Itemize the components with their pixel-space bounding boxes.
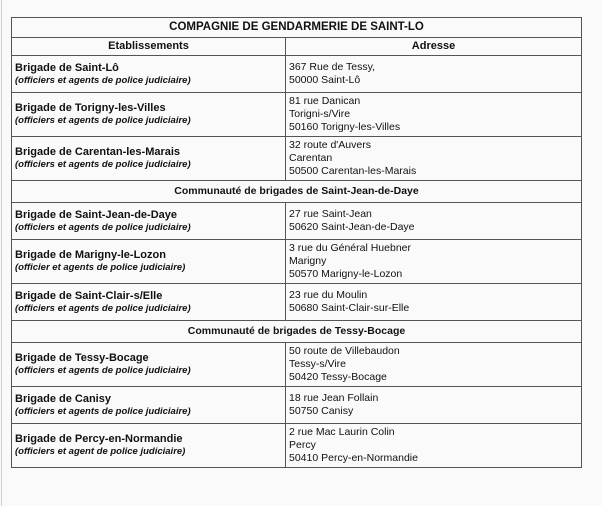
address-cell xyxy=(286,387,582,424)
table-row xyxy=(12,93,582,137)
brigade-name: Brigade de Canisy xyxy=(15,392,111,405)
address-cell xyxy=(286,56,582,93)
establishment-cell xyxy=(12,56,286,93)
establishment-cell xyxy=(12,203,286,240)
table-row xyxy=(12,284,582,321)
brigade-subtitle: (officiers et agent de police judiciaire) xyxy=(15,446,186,457)
establishment-cell xyxy=(12,284,286,321)
address-line: 50 route de Villebaudon xyxy=(289,345,400,357)
table-row xyxy=(12,387,582,424)
establishment-cell xyxy=(12,387,286,424)
table-row xyxy=(12,203,582,240)
address-cell xyxy=(286,284,582,321)
address-line: 2 rue Mac Laurin Colin xyxy=(289,426,395,438)
brigade-name: Brigade de Tessy-Bocage xyxy=(15,352,149,364)
group-heading-row xyxy=(12,321,582,343)
table-row xyxy=(12,137,582,181)
table-row xyxy=(12,56,582,93)
brigade-name: Brigade de Marigny-le-Lozon xyxy=(15,249,166,261)
brigade-subtitle: (officiers et agents de police judiciaire) xyxy=(15,221,191,233)
address-cell xyxy=(286,93,582,137)
scan-edge-line xyxy=(1,0,2,506)
address-line: 18 rue Jean Follain xyxy=(289,392,379,404)
brigade-subtitle: (officiers et agents de police judiciaire) xyxy=(15,115,191,126)
address-line: 23 rue du Moulin xyxy=(289,289,368,301)
address-line: Marigny xyxy=(289,255,327,267)
brigade-subtitle: (officiers et agents de police judiciaire) xyxy=(15,405,191,417)
brigade-name: Brigade de Saint-Clair-s/Elle xyxy=(15,289,163,302)
address-line: 81 rue Danican xyxy=(289,95,361,107)
table-row xyxy=(12,424,582,468)
address-line: 32 route d'Auvers xyxy=(289,139,371,151)
address-cell xyxy=(286,424,582,468)
header-row xyxy=(12,38,582,56)
brigade-name: Brigade de Saint-Jean-de-Daye xyxy=(15,208,177,221)
address-line: 50750 Canisy xyxy=(289,405,354,417)
address-cell xyxy=(286,343,582,387)
address-line: 50500 Carentan-les-Marais xyxy=(289,165,417,177)
establishment-cell xyxy=(12,343,286,387)
table-title: COMPAGNIE DE GENDARMERIE DE SAINT-LO xyxy=(12,18,582,38)
column-header-establishments: Etablissements xyxy=(12,38,286,56)
address-cell xyxy=(286,203,582,240)
address-line: 50420 Tessy-Bocage xyxy=(289,371,387,383)
address-cell xyxy=(286,137,582,181)
address-line: Carentan xyxy=(289,152,333,164)
address-line: 50160 Torigny-les-Villes xyxy=(289,121,401,133)
brigade-name: Brigade de Torigny-les-Villes xyxy=(15,102,166,114)
address-line: 367 Rue de Tessy, xyxy=(289,61,375,73)
address-line: 50620 Saint-Jean-de-Daye xyxy=(289,221,415,233)
brigade-subtitle: (officiers et agents de police judiciaire) xyxy=(15,74,191,86)
gendarmerie-table xyxy=(11,17,582,468)
address-line: Percy xyxy=(289,439,316,451)
address-line: 50410 Percy-en-Normandie xyxy=(289,452,418,464)
title-row xyxy=(12,18,582,38)
address-line: 50570 Marigny-le-Lozon xyxy=(289,268,403,280)
brigade-subtitle: (officiers et agents de police judiciaire) xyxy=(15,302,191,314)
brigade-name: Brigade de Percy-en-Normandie xyxy=(15,433,183,445)
address-line: 3 rue du Général Huebner xyxy=(289,242,411,254)
table-row xyxy=(12,240,582,284)
brigade-name: Brigade de Carentan-les-Marais xyxy=(15,146,181,158)
address-line: Torigni-s/Vire xyxy=(289,108,351,120)
brigade-subtitle: (officier et agents de police judiciaire) xyxy=(15,262,186,273)
establishment-cell xyxy=(12,93,286,137)
group-heading: Communauté de brigades de Saint-Jean-de-Daye xyxy=(12,181,582,203)
establishment-cell xyxy=(12,240,286,284)
table-row xyxy=(12,343,582,387)
establishment-cell xyxy=(12,137,286,181)
establishment-cell xyxy=(12,424,286,468)
group-heading: Communauté de brigades de Tessy-Bocage xyxy=(12,321,582,343)
brigade-name: Brigade de Saint-Lô xyxy=(15,61,119,74)
column-header-address: Adresse xyxy=(286,38,582,56)
address-line: Tessy-s/Vire xyxy=(289,358,346,370)
brigade-subtitle: (officiers et agents de police judiciaire) xyxy=(15,159,191,170)
group-heading-row xyxy=(12,181,582,203)
brigade-subtitle: (officiers et agents de police judiciaire) xyxy=(15,365,191,376)
address-line: 27 rue Saint-Jean xyxy=(289,208,372,220)
address-line: 50680 Saint-Clair-sur-Elle xyxy=(289,302,410,314)
address-cell xyxy=(286,240,582,284)
address-line: 50000 Saint-Lô xyxy=(289,74,361,86)
